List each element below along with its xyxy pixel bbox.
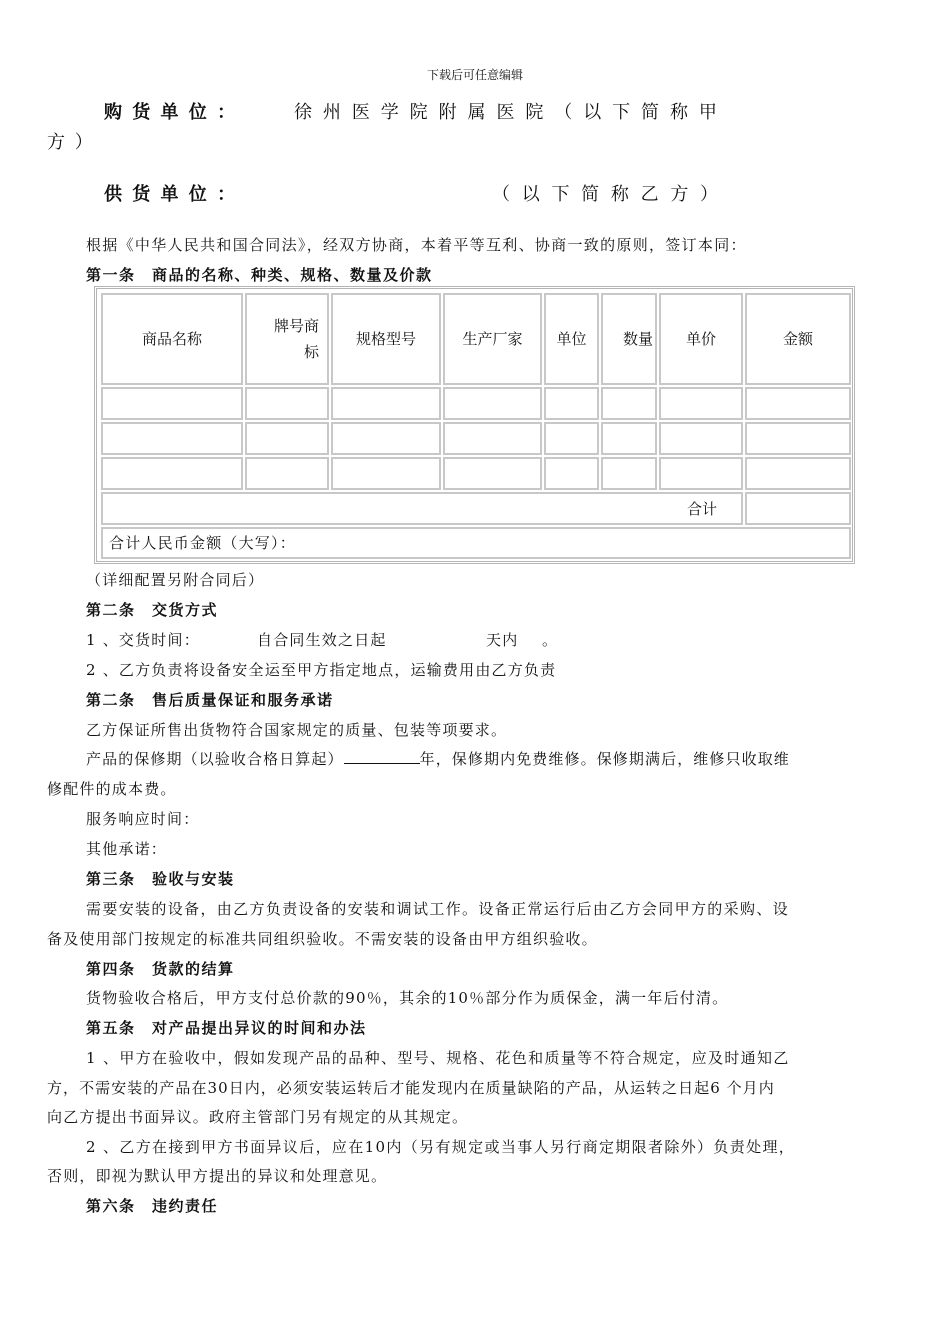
article6-title: 第六条 违约责任 (86, 1197, 219, 1215)
intro-paragraph: 根据《中华人民共和国合同法》，经双方协商，本着平等互利、协商一致的原则，签订本同： (86, 236, 747, 254)
article2b-title: 第二条 售后质量保证和服务承诺 (86, 691, 334, 709)
article3-line2: 备及使用部门按规定的标准共同组织验收。不需安装的设备由甲方组织验收。 (47, 930, 598, 948)
article5-line2: 方，不需安装的产品在30日内，必须安装运转后才能发现内在质量缺陷的产品，从运转之日起6 个月内 (47, 1079, 775, 1097)
article3-title: 第三条 验收与安装 (86, 870, 235, 888)
header-product-name: 商品名称 (101, 293, 243, 385)
article4-line1: 货物验收合格后，甲方支付总价款的90％，其余的10％部分作为质保金，满一年后付清。 (86, 989, 729, 1007)
buyer-value: 徐 州 医 学 院 附 属 医 院 （ 以 下 简 称 甲 (294, 102, 720, 123)
other-commitments: 其他承诺： (86, 840, 168, 858)
buyer-value-wrap: 方 ） (47, 132, 95, 153)
warranty-line (86, 748, 790, 769)
header-unit-price: 单价 (659, 293, 743, 385)
header-brand-line1: 牌号商 (273, 317, 319, 335)
delivery-time-days: 天内 (486, 631, 519, 649)
article5-line5: 否则，即视为默认甲方提出的异议和处理意见。 (47, 1167, 388, 1185)
article1-title: 第一条 商品的名称、种类、规格、数量及价款 (86, 266, 433, 284)
article3-line1: 需要安装的设备，由乙方负责设备的安装和调试工作。设备正常运行后由乙方会同甲方的采购、设 (86, 900, 790, 918)
supplier-suffix: （ 以 下 简 称 乙 方 ） (492, 184, 722, 205)
article1-note: （详细配置另附合同后） (86, 571, 265, 589)
header-amount: 金额 (745, 293, 851, 385)
header-note: 下载后可任意编辑 (426, 68, 523, 82)
quality-guarantee: 乙方保证所售出货物符合国家规定的质量、包装等项要求。 (86, 721, 508, 739)
header-brand-line2: 标 (303, 343, 319, 361)
article5-line1: 1 、甲方在验收中，假如发现产品的品种、型号、规格、花色和质量等不符合规定，应及时通知乙 (86, 1049, 790, 1067)
total-label: 合计 (101, 492, 743, 525)
rmb-amount-label: 合计人民币金额（大写）： (101, 527, 851, 559)
article5-title: 第五条 对产品提出异议的时间和办法 (86, 1019, 367, 1037)
article2-title: 第二条 交货方式 (86, 601, 219, 619)
warranty-text-c: 修配件的成本费。 (47, 780, 177, 798)
total-amount (745, 492, 851, 525)
warranty-years-blank (344, 749, 420, 764)
delivery-time-mid: 自合同生效之日起 (257, 631, 387, 649)
warranty-text-b: 年，保修期内免费维修。保修期满后，维修只收取维 (419, 750, 790, 768)
service-response: 服务响应时间： (86, 810, 200, 828)
article5-line3: 向乙方提出书面异议。政府主管部门另有规定的从其规定。 (47, 1108, 469, 1126)
header-manufacturer: 生产厂家 (443, 293, 542, 385)
header-unit: 单位 (544, 293, 599, 385)
delivery-time-end: 。 (542, 631, 559, 649)
warranty-text-a: 产品的保修期（以验收合格日算起） (86, 750, 344, 768)
buyer-label: 购 货 单 位 ： (104, 102, 238, 123)
supplier-label: 供 货 单 位 ： (104, 184, 238, 205)
goods-table (94, 286, 855, 564)
article5-line4: 2 、乙方在接到甲方书面异议后，应在10内（另有规定或当事人另行商定期限者除外）负责处理， (86, 1138, 796, 1156)
delivery-time-prefix: 1 、交货时间： (86, 631, 200, 649)
header-brand (245, 293, 329, 385)
article4-title: 第四条 货款的结算 (86, 960, 235, 978)
header-quantity: 数量 (601, 293, 657, 385)
delivery-transport: 2 、乙方负责将设备安全运至甲方指定地点，运输费用由乙方负责 (86, 661, 557, 679)
header-spec: 规格型号 (331, 293, 441, 385)
